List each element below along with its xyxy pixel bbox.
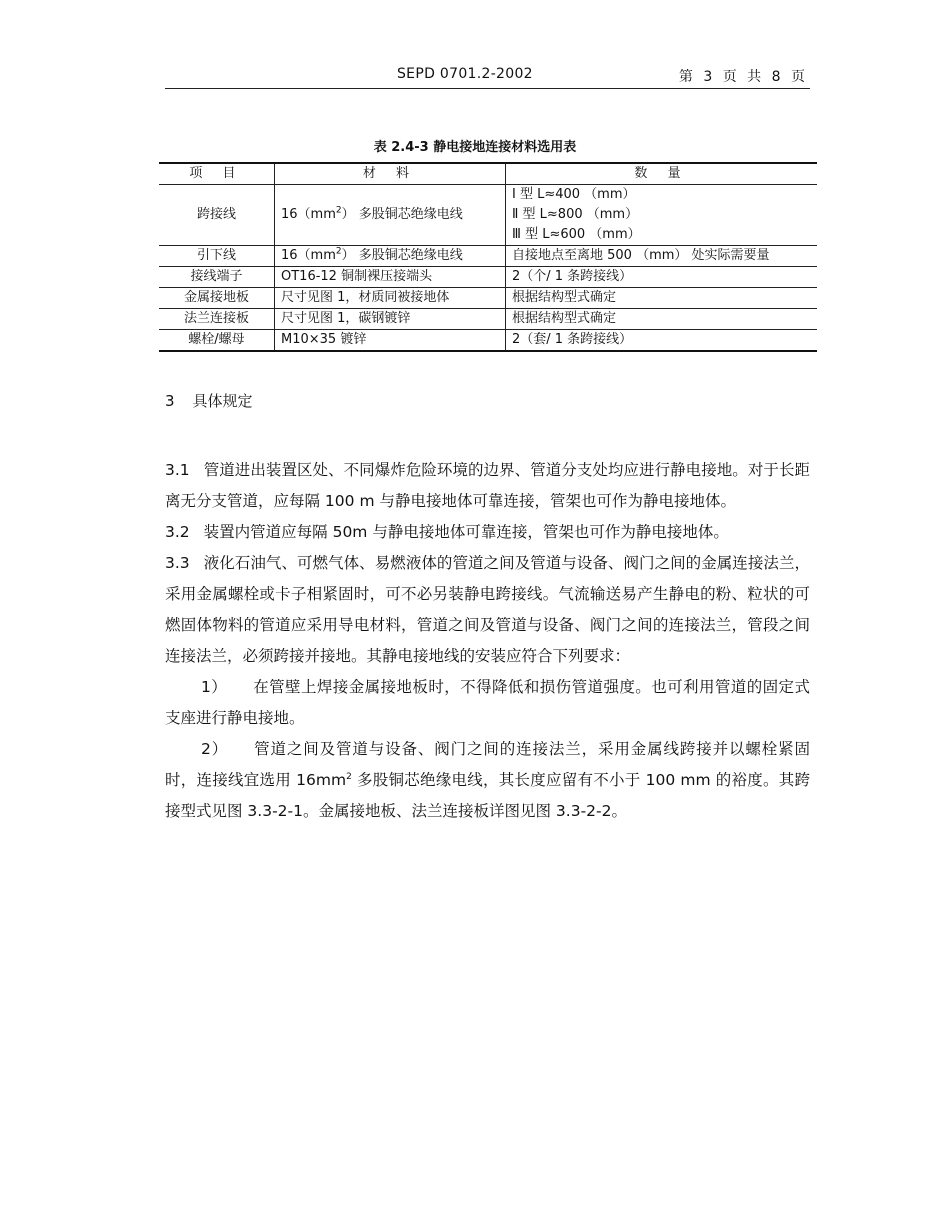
quantity-cell: 2（个/ 1 条跨接线） [506,267,818,288]
page-number: 第 3 页 共 8 页 [678,69,808,85]
document-number: SEPD 0701.2-2002 [397,66,533,82]
item-cell: 螺栓/螺母 [159,330,275,352]
column-header: 项 目 [159,163,275,185]
body-text [165,455,810,827]
quantity-cell: 自接地点至离地 500 （mm） 处实际需要量 [506,246,818,267]
material-cell: $16(mm^2)$ 多股铜芯绝缘电线 [275,185,506,246]
paragraph-3-3: 3.3 液化石油气、可燃气体、易燃液体的管道之间及管道与设备、阀门之间的金属连接法兰，采用金属螺栓或卡子相紧固时，可不必另装静电跨接线。气流输送易产生静电的粉、粒状的可燃固体物料的管道应采用导电材料，管道之间及管道与设备、阀门之间的连接法兰，管段之间连接法兰，必须跨接并接地。其静电接地线的安装应符合下列要求： [165,554,810,665]
table-row [159,309,817,330]
requirement-item-2: 2） 管道之间及管道与设备、阀门之间的连接法兰，采用金属线跨接并以螺栓紧固时，连接线宜选用 $16mm^2$ 多股铜芯绝缘电线，其长度应留有不小于 100 mm 的裕度。其跨接型式见图 3.3-2-1。金属接地板、法兰连接板详图见图 3.3-2-2。 [165,740,810,820]
column-header: 数 量 [506,163,818,185]
material-cell: $16(mm^2)$ 多股铜芯绝缘电线 [275,246,506,267]
section-number: 3 [165,392,175,410]
table-header-row [159,163,817,185]
paragraph-3-2: 3.2 装置内管道应每隔 50m 与静电接地体可靠连接，管架也可作为静电接地体。 [165,523,729,541]
item-cell: 引下线 [159,246,275,267]
material-cell: 尺寸见图 1，材质同被接地体 [275,288,506,309]
material-cell: 尺寸见图 1，碳钢镀锌 [275,309,506,330]
section-title: 具体规定 [192,392,253,410]
quantity-cell: 根据结构型式确定 [506,288,818,309]
table-row [159,246,817,267]
quantity-cell: 2（套/ 1 条跨接线） [506,330,818,352]
table-caption: 表 2.4-3 静电接地连接材料选用表 [373,140,577,155]
section-heading [165,390,253,411]
table-row [159,330,817,352]
page-header [165,66,810,89]
item-cell: 接线端子 [159,267,275,288]
item-cell: 跨接线 [159,185,275,246]
quantity-cell: Ⅰ 型 L≈400 （mm） Ⅱ 型 L≈800 （mm） Ⅲ 型 L≈600 （mm） [506,185,818,246]
table-row [159,185,817,246]
quantity-cell: 根据结构型式确定 [506,309,818,330]
column-header: 材 料 [275,163,506,185]
paragraph-3-1: 3.1 管道进出装置区处、不同爆炸危险环境的边界、管道分支处均应进行静电接地。对于长距离无分支管道，应每隔 100 m 与静电接地体可靠连接，管架也可作为静电接地体。 [165,461,810,510]
material-cell: M10×35 镀锌 [275,330,506,352]
table-row [159,267,817,288]
material-cell: OT16-12 铜制裸压接端头 [275,267,506,288]
requirement-item-1: 1） 在管壁上焊接金属接地板时，不得降低和损伤管道强度。也可利用管道的固定式支座进行静电接地。 [165,678,810,727]
materials-table [159,162,817,352]
item-cell: 金属接地板 [159,288,275,309]
table-row [159,288,817,309]
item-cell: 法兰连接板 [159,309,275,330]
